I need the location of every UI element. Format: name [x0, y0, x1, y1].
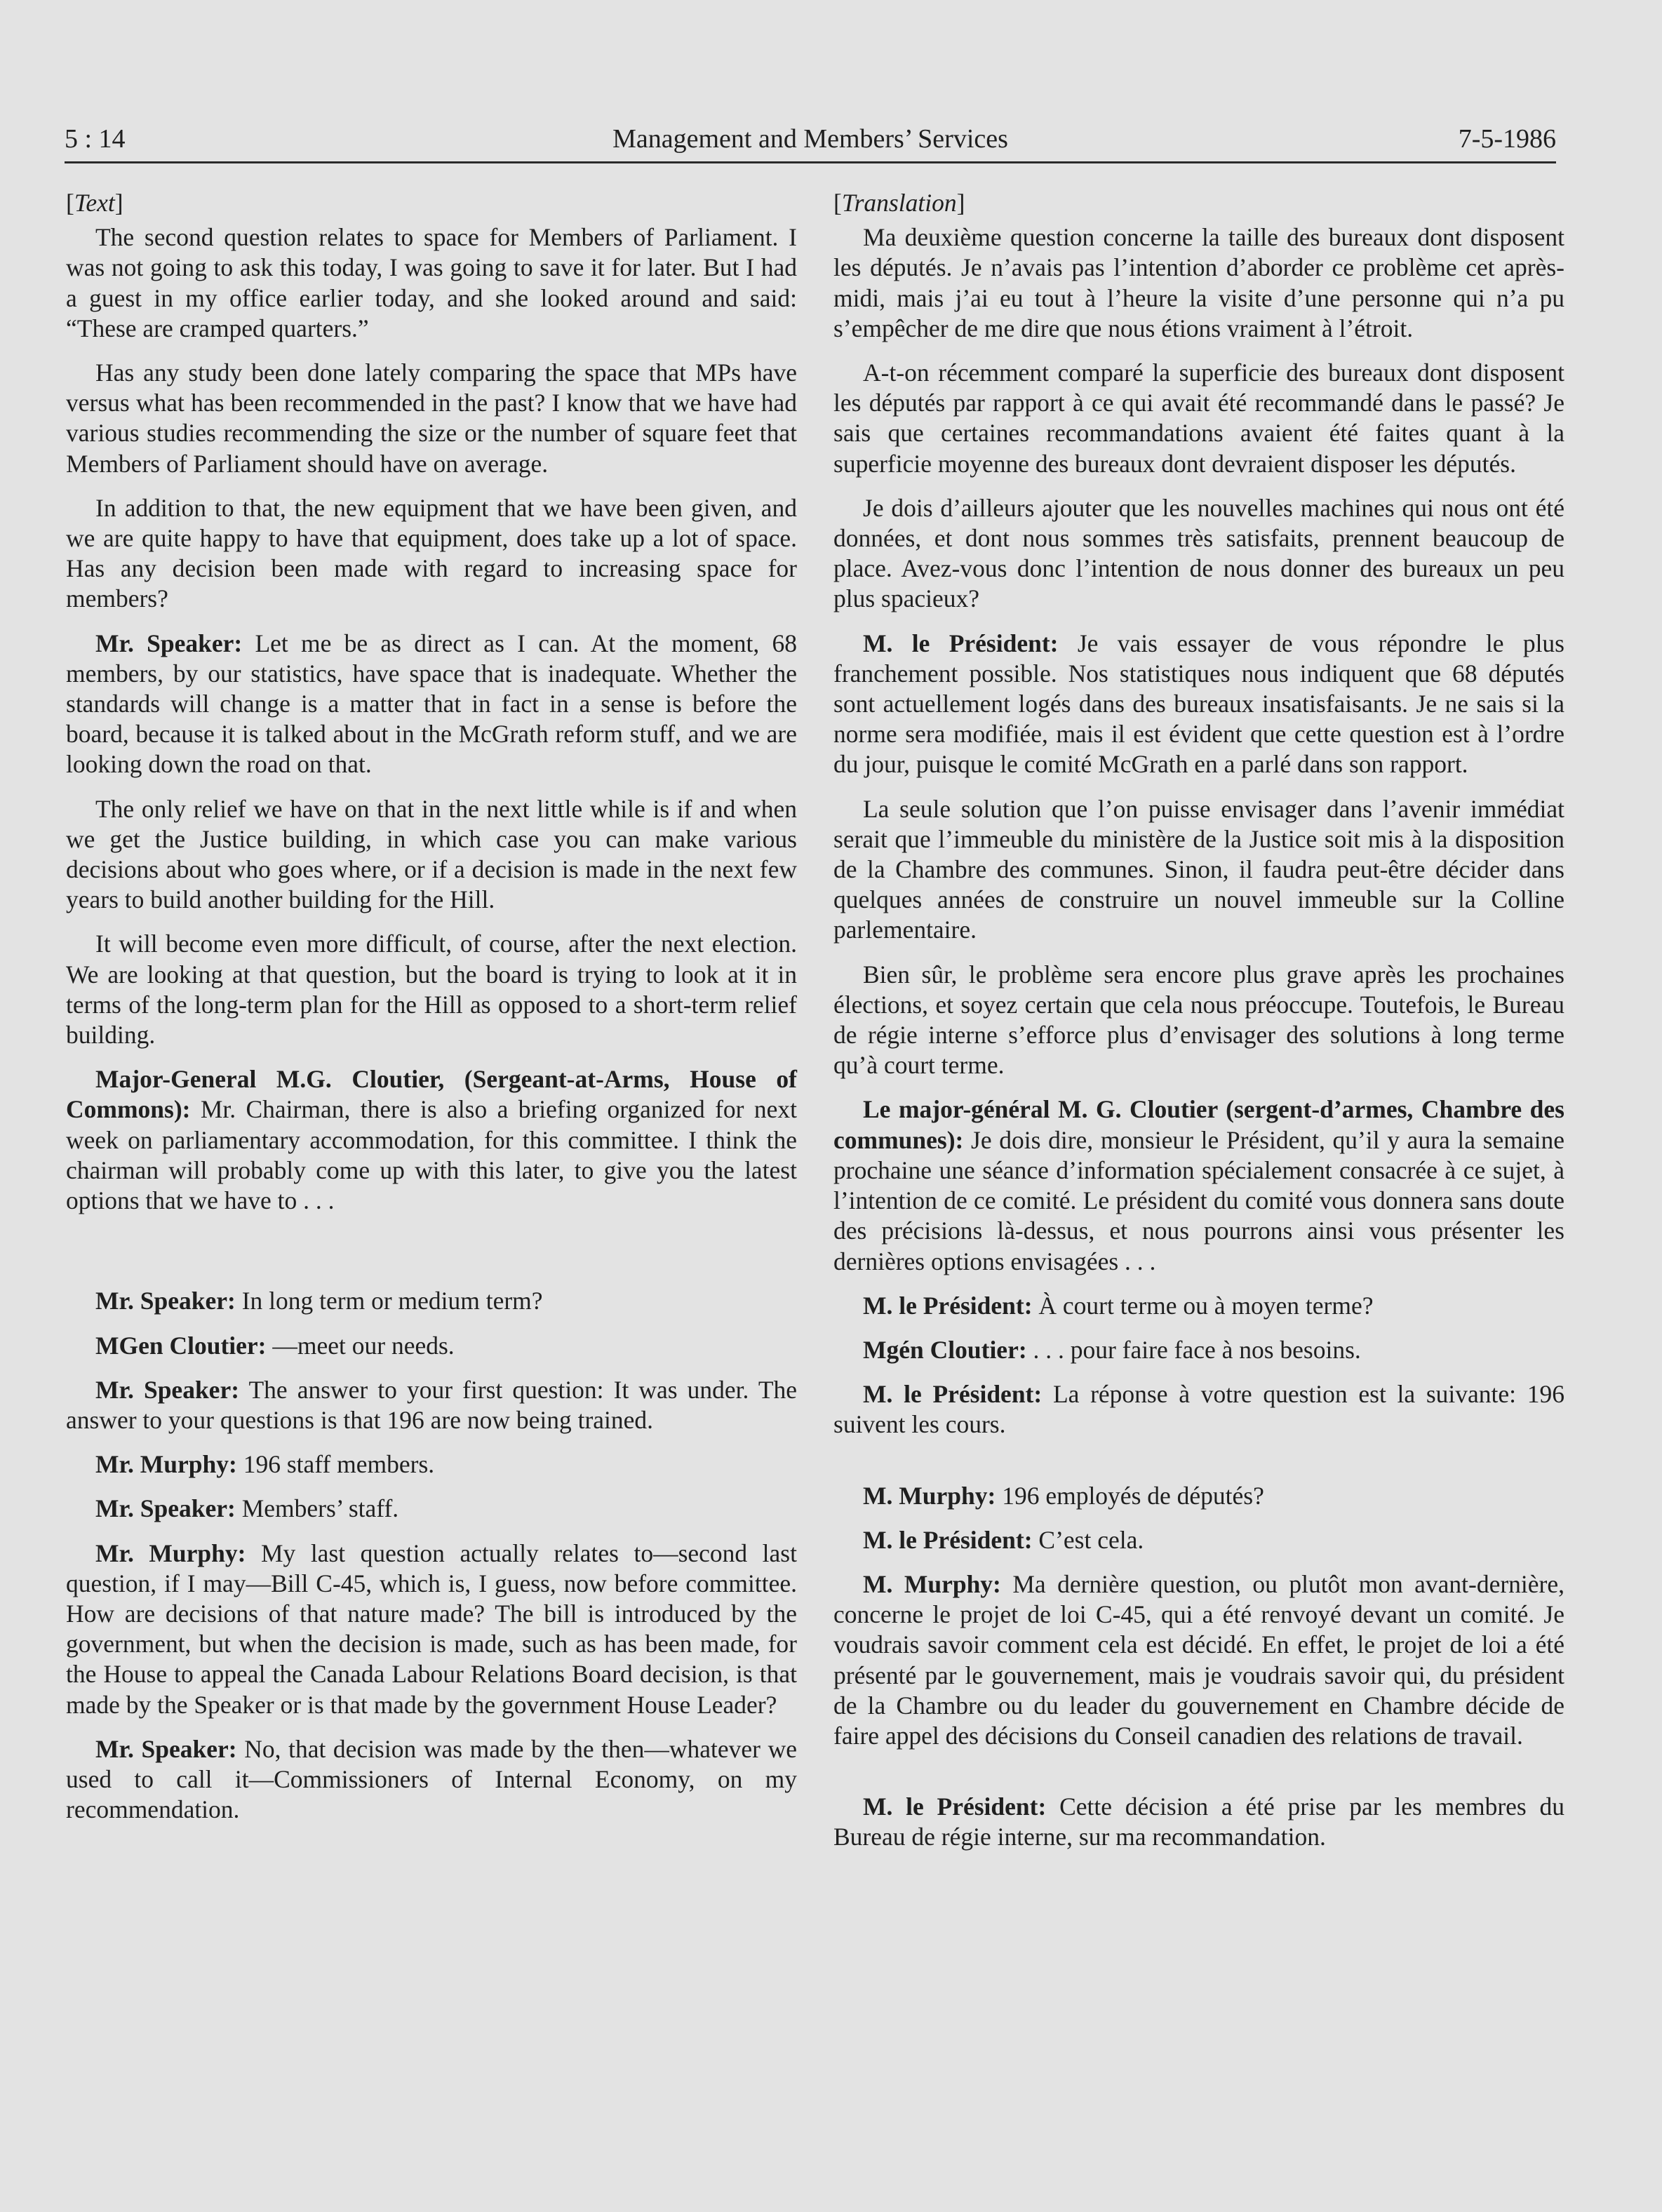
paragraph: It will become even more difficult, of course, after the next election. We are looking at that question, but the board is trying to look at it in terms of the long-term plan for the Hill as opposed to a short-term relief building. — [66, 930, 797, 1050]
paragraph: A-t-on récemment comparé la superficie des bureaux dont disposent les députés par rapport à ce qui avait été recommandé dans le passé? Je sais que certaines recommandations avaient été faites quant à la superficie moyenne des bureaux dont devraient disposer les députés. — [833, 358, 1564, 478]
paragraph: Mr. Speaker: The answer to your first question: It was under. The answer to your questions is that 196 are now being trained. — [66, 1375, 798, 1434]
paragraph: Mr. Murphy: 196 staff members. — [95, 1450, 435, 1479]
paragraph: The second question relates to space for Members of Parliament. I was not going to ask this today, I was going to save it for later. But I had a guest in my office earlier today, and she looked around and said: “These are cramped quarters.” — [66, 223, 797, 342]
paragraph: M. le Président: C’est cela. — [863, 1525, 1144, 1554]
paragraph: M. le Président: Cette décision a été prise par les membres du Bureau de régie interne, sur ma recommandation. — [833, 1792, 1564, 1851]
paragraph: Has any study been done lately comparing the space that MPs have versus what has been recommended in the past? I know that we have had various studies recommending the size or the number of square feet that Members of Parliament should have on average. — [66, 358, 797, 478]
text-tag: [Text] — [66, 189, 123, 217]
page-number: 5 : 14 — [65, 124, 126, 154]
paragraph: Mr. Murphy: My last question actually relates to—second last question, if I may—Bill C-45, which is, I guess, now before committee. How are decisions of that nature made? The bill is introduced by the government, but when the decision is made, such as has been made, for the House to appeal the Canada Labour Relations Board decision, is that made by the Speaker or is that made by the government House Leader? — [66, 1539, 797, 1719]
paragraph: Mr. Speaker: Members’ staff. — [95, 1494, 399, 1523]
french-column — [833, 188, 1564, 1867]
paragraph: In addition to that, the new equipment that we have been given, and we are quite happy to have that equipment, does take up a lot of space. Has any decision been made with regard to increasing space for members? — [66, 493, 797, 613]
paragraph: Major-General M.G. Cloutier, (Sergeant-at-Arms, House of Commons): Mr. Chairman, there is also a briefing organized for next week on parliamentary accommodation, for this committee. I think the chairman will probably come up with this later, to give you the latest options that we have to . . . — [66, 1065, 797, 1215]
paragraph: La seule solution que l’on puisse envisager dans l’avenir immédiat serait que l’immeuble du ministère de la Justice soit mis à la disposition de la Chambre des communes. Sinon, il faudra peut-être décider dans quelques années de construire un nouvel immeuble sur la Colline parlementaire. — [833, 794, 1564, 944]
page-title: Management and Members’ Services — [612, 124, 1008, 154]
paragraph: M. le Président: À court terme ou à moyen terme? — [863, 1291, 1374, 1320]
paragraph: Mgén Cloutier: . . . pour faire face à nos besoins. — [863, 1335, 1361, 1364]
paragraph: Le major-général M. G. Cloutier (sergent-d’armes, Chambre des communes): Je dois dire, monsieur le Président, qu’il y aura la semaine prochaine une séance d’information spécialement consacrée à ce sujet, à l’intention de ce comité. Le président du comité vous donnera sans doute des précisions là-dessus, et nous pourrons ainsi vous présenter les dernières options envisagées . . . — [833, 1095, 1564, 1275]
translation-tag: [Translation] — [833, 189, 965, 217]
running-header — [65, 123, 1556, 163]
paragraph: M. le Président: La réponse à votre question est la suivante: 196 suivent les cours. — [833, 1380, 1565, 1439]
paragraph: Mr. Speaker: No, that decision was made by the then—whatever we used to call it—Commissioners of Internal Economy, on my recommendation. — [66, 1734, 798, 1824]
paragraph: M. le Président: Je vais essayer de vous répondre le plus franchement possible. Nos statistiques nous indiquent que 68 députés sont actuellement logés dans des bureaux insatisfaisants. Je ne sais si la norme sera modifiée, mais il est évident que cette question est à l’ordre du jour, puisque le comité McGrath en a parlé dans son rapport. — [833, 629, 1564, 779]
paragraph: Mr. Speaker: Let me be as direct as I can. At the moment, 68 members, by our statistics, have space that is inadequate. Whether the standards will change is a matter that in fact in a sense is before the board, because it is talked about in the McGrath reform stuff, and we are looking down the road on that. — [66, 629, 798, 779]
english-column — [66, 188, 797, 1839]
page-date: 7-5-1986 — [1458, 124, 1556, 154]
paragraph: Je dois d’ailleurs ajouter que les nouvelles machines qui nous ont été données, et dont nous sommes très satisfaits, prennent beaucoup de place. Avez-vous donc l’intention de nous donner des bureaux un peu plus spacieux? — [833, 493, 1564, 613]
paragraph: Ma deuxième question concerne la taille des bureaux dont disposent les députés. Je n’avais pas l’intention d’aborder ce problème cet après-midi, mais j’ai eu tout à l’heure la visite d’une personne qui n’a pu s’empêcher de me dire que nous étions vraiment à l’étroit. — [833, 223, 1564, 342]
paragraph: MGen Cloutier: —meet our needs. — [95, 1331, 455, 1360]
paragraph: Mr. Speaker: In long term or medium term? — [95, 1287, 543, 1315]
paragraph: M. Murphy: 196 employés de députés? — [863, 1481, 1264, 1510]
paragraph: M. Murphy: Ma dernière question, ou plutôt mon avant-dernière, concerne le projet de loi C-45, qui a été renvoyé devant un comité. Je voudrais savoir comment cela est décidé. En effet, le projet de loi a été présenté par le gouvernement, mais je voudrais savoir qui, du président de la Chambre ou du leader du gouvernement en Chambre décide de faire appel des décisions du Conseil canadien des relations de travail. — [833, 1569, 1564, 1750]
paragraph: Bien sûr, le problème sera encore plus grave après les prochaines élections, et soyez certain que cela nous préoccupe. Toutefois, le Bureau de régie interne s’efforce plus d’envisager des solutions à long terme qu’à court terme. — [833, 960, 1564, 1080]
paragraph: The only relief we have on that in the next little while is if and when we get the Justice building, in which case you can make various decisions about who goes where, or if a decision is made in the next few years to build another building for the Hill. — [66, 794, 797, 914]
